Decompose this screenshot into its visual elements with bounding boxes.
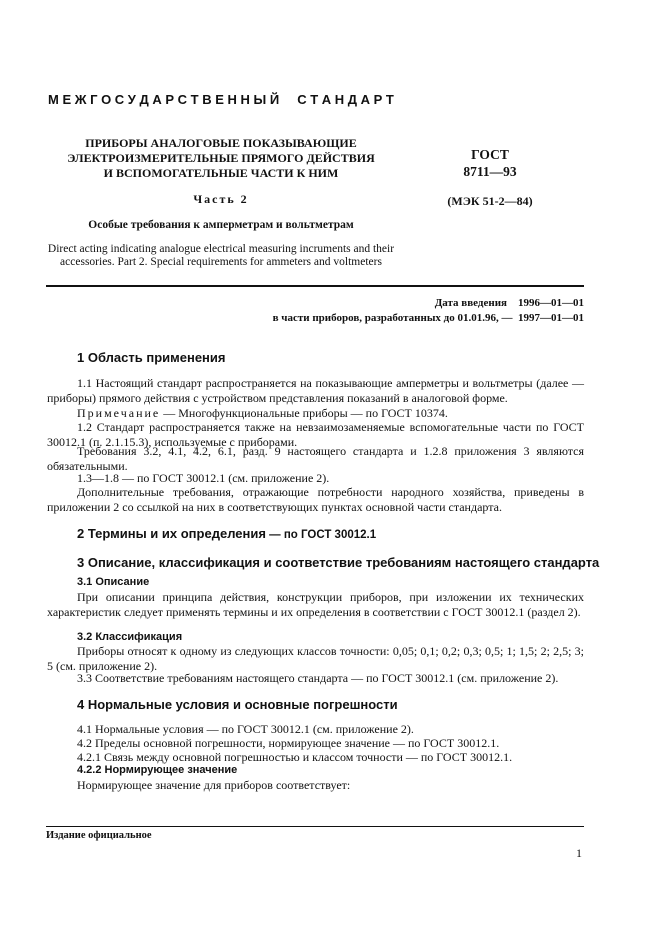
paragraph-3-2: Приборы относят к одному из следующих классов точности: 0,05; 0,1; 0,2; 0,3; 0,5; 1; 1,5; 2; 2,5; 3; 5 (см. приложение 2).	[47, 644, 584, 673]
gost-number: 8711—93	[463, 164, 517, 179]
paragraph-4-1: 4.1 Нормальные условия — по ГОСТ 30012.1 (см. приложение 2).	[77, 722, 414, 736]
paragraph-4-2: 4.2 Пределы основной погрешности, нормирующее значение — по ГОСТ 30012.1.	[77, 736, 500, 750]
section-4-heading: 4 Нормальные условия и основные погрешности	[77, 697, 398, 712]
paragraph-1-3: 1.3—1.8 — по ГОСТ 30012.1 (см. приложение 2).	[77, 471, 330, 485]
gost-label: ГОСТ	[471, 147, 509, 162]
subsection-3-1-heading: 3.1 Описание	[77, 576, 150, 588]
special-requirements-title: Особые требования к амперметрам и вольтметрам	[88, 219, 354, 231]
standard-banner: М Е Ж Г О С У Д А Р С Т В Е Н Н Ы Й С Т А Н Д А Р Т	[48, 92, 394, 107]
date-line-2: в части приборов, разработанных до 01.01.96, — 1997—01—01	[272, 312, 584, 324]
footer-divider	[46, 826, 584, 827]
paragraph-4-2-1: 4.2.1 Связь между основной погрешностью и классом точности — по ГОСТ 30012.1.	[77, 750, 513, 764]
title-line-1: ПРИБОРЫ АНАЛОГОВЫЕ ПОКАЗЫВАЮЩИЕ	[85, 136, 357, 150]
paragraph-3-1: При описании принципа действия, конструкции приборов, при изложении их технических характеристик следует применять термины и их определения в соответствии с ГОСТ 30012.1 (раздел 2).	[47, 590, 584, 619]
title-divider	[46, 285, 584, 287]
title-line-3: И ВСПОМОГАТЕЛЬНЫЕ ЧАСТИ К НИМ	[103, 166, 339, 180]
introduction-dates	[260, 296, 584, 326]
paragraph-1-2-requirements: Требования 3.2, 4.1, 4.2, 6.1, разд. 9 настоящего стандарта и 1.2.8 приложения 3 являются обязательными.	[47, 444, 584, 473]
english-title: Direct acting indicating analogue electrical measuring incruments and their accessories. Part 2. Special requirements for ammeters and voltmeters	[47, 243, 395, 268]
title-line-2: ЭЛЕКТРОИЗМЕРИТЕЛЬНЫЕ ПРЯМОГО ДЕЙСТВИЯ	[67, 151, 375, 165]
page-number: 1	[576, 846, 582, 860]
section-2-heading	[77, 526, 376, 541]
section-1-heading: 1 Область применения	[77, 350, 226, 365]
note-label: Примечание	[77, 406, 161, 420]
section-2-reference: — по ГОСТ 30012.1	[265, 529, 377, 541]
designation-block	[420, 146, 560, 209]
date-line-1: Дата введения 1996—01—01	[434, 297, 584, 309]
section-2-title: 2 Термины и их определения	[77, 526, 266, 541]
note-paragraph	[47, 406, 584, 421]
subsection-3-2-heading: 3.2 Классификация	[77, 631, 183, 643]
paragraph-1-2: 1.2 Стандарт распространяется также на невзаимозаменяемые вспомогательные части по ГОСТ 30012.1 (п. 2.1.15.3), используемые с приборами.	[47, 420, 584, 449]
paragraph-1-1: 1.1 Настоящий стандарт распространяется на показывающие амперметры и вольтметры (далее — приборы) прямого действия с устройством представления показаний в аналоговой форме.	[47, 376, 584, 405]
part-label: Часть 2	[193, 192, 249, 206]
paragraph-4-2-2: Нормирующее значение для приборов соответствует:	[77, 778, 351, 792]
iec-reference: (МЭК 51-2—84)	[447, 194, 533, 208]
paragraph-additional: Дополнительные требования, отражающие потребности народного хозяйства, приведены в приложении 2 со ссылкой на них в соответствующих пунктах основной части стандарта.	[47, 485, 584, 514]
note-text: — Многофункциональные приборы — по ГОСТ 10374.	[160, 406, 448, 420]
section-3-heading: 3 Описание, классификация и соответствие требованиям настоящего стандарта	[77, 555, 600, 570]
subsection-4-2-2-heading: 4.2.2 Нормирующее значение	[77, 764, 238, 776]
paragraph-3-3: 3.3 Соответствие требованиям настоящего стандарта — по ГОСТ 30012.1 (см. приложение 2).	[77, 671, 559, 685]
document-title-block	[46, 136, 396, 269]
official-edition-label: Издание официальное	[46, 830, 152, 841]
